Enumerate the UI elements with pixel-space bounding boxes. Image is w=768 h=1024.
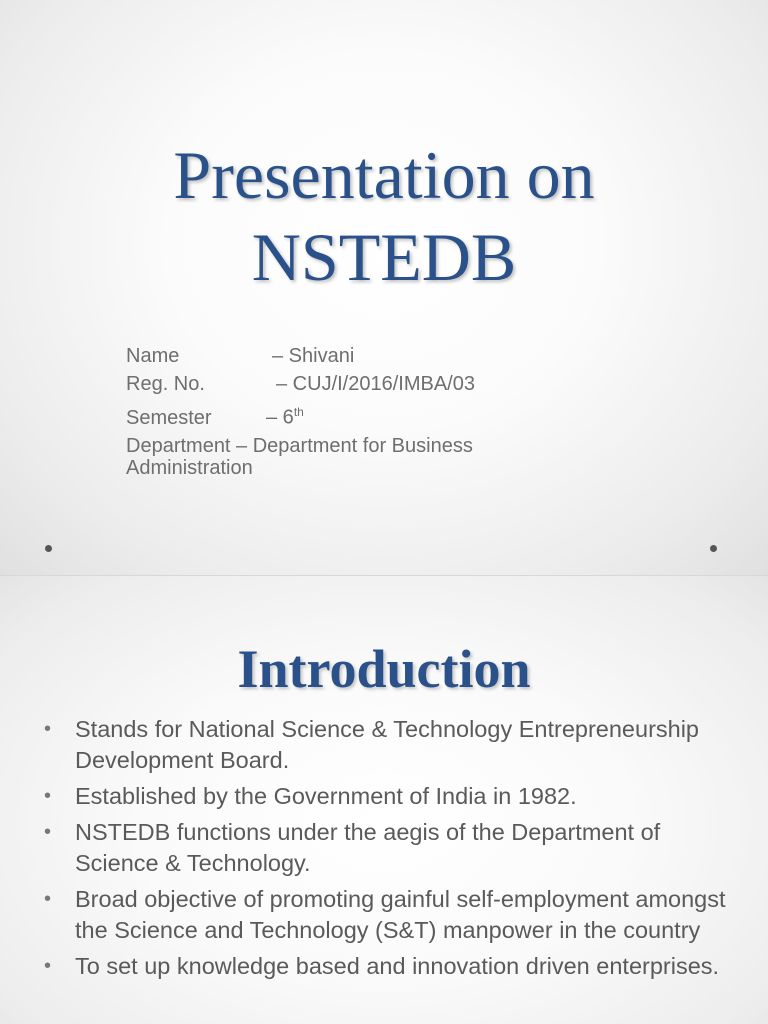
bullet-icon: •	[44, 785, 52, 807]
info-row-department: Department – Department for Business Administration	[126, 434, 473, 479]
bullet-text: Stands for National Science & Technology Entrepreneurship Development Board.	[75, 716, 700, 773]
list-item	[0, 714, 768, 776]
presentation-title	[0, 134, 768, 298]
slide-introduction	[0, 576, 768, 1024]
slide-dot-left	[45, 545, 52, 552]
info-row-name	[126, 342, 686, 370]
reg-value: – CUJ/I/2016/IMBA/03	[276, 373, 475, 395]
list-item	[0, 951, 768, 982]
bullet-text: Established by the Government of India in 1982.	[75, 783, 577, 809]
bullet-icon: •	[44, 955, 52, 977]
reg-label: Reg. No.	[126, 373, 205, 395]
bullet-text: To set up knowledge based and innovation driven enterprises.	[75, 953, 720, 979]
bullet-text: NSTEDB functions under the aegis of the Department of Science & Technology.	[75, 819, 661, 876]
bullet-icon: •	[44, 821, 52, 843]
name-value: – Shivani	[272, 345, 355, 367]
info-row-reg	[126, 370, 686, 398]
bullet-icon: •	[44, 888, 52, 910]
list-item	[0, 781, 768, 812]
title-line-2: NSTEDB	[251, 219, 517, 295]
bullet-list	[0, 714, 768, 987]
list-item	[0, 817, 768, 879]
info-row-semester	[126, 398, 686, 432]
semester-value: – 6	[266, 406, 294, 429]
introduction-heading: Introduction	[237, 639, 531, 699]
slide-dot-right	[710, 545, 717, 552]
semester-suffix: th	[293, 405, 304, 419]
presenter-info	[126, 342, 686, 479]
title-line-1: Presentation on	[173, 137, 595, 213]
bullet-icon: •	[44, 718, 52, 740]
name-label: Name	[126, 345, 180, 367]
semester-label: Semester	[126, 406, 212, 429]
bullet-text: Broad objective of promoting gainful self-employment amongst the Science and Technology (S&T) manpower in the country	[75, 886, 726, 943]
list-item	[0, 884, 768, 946]
